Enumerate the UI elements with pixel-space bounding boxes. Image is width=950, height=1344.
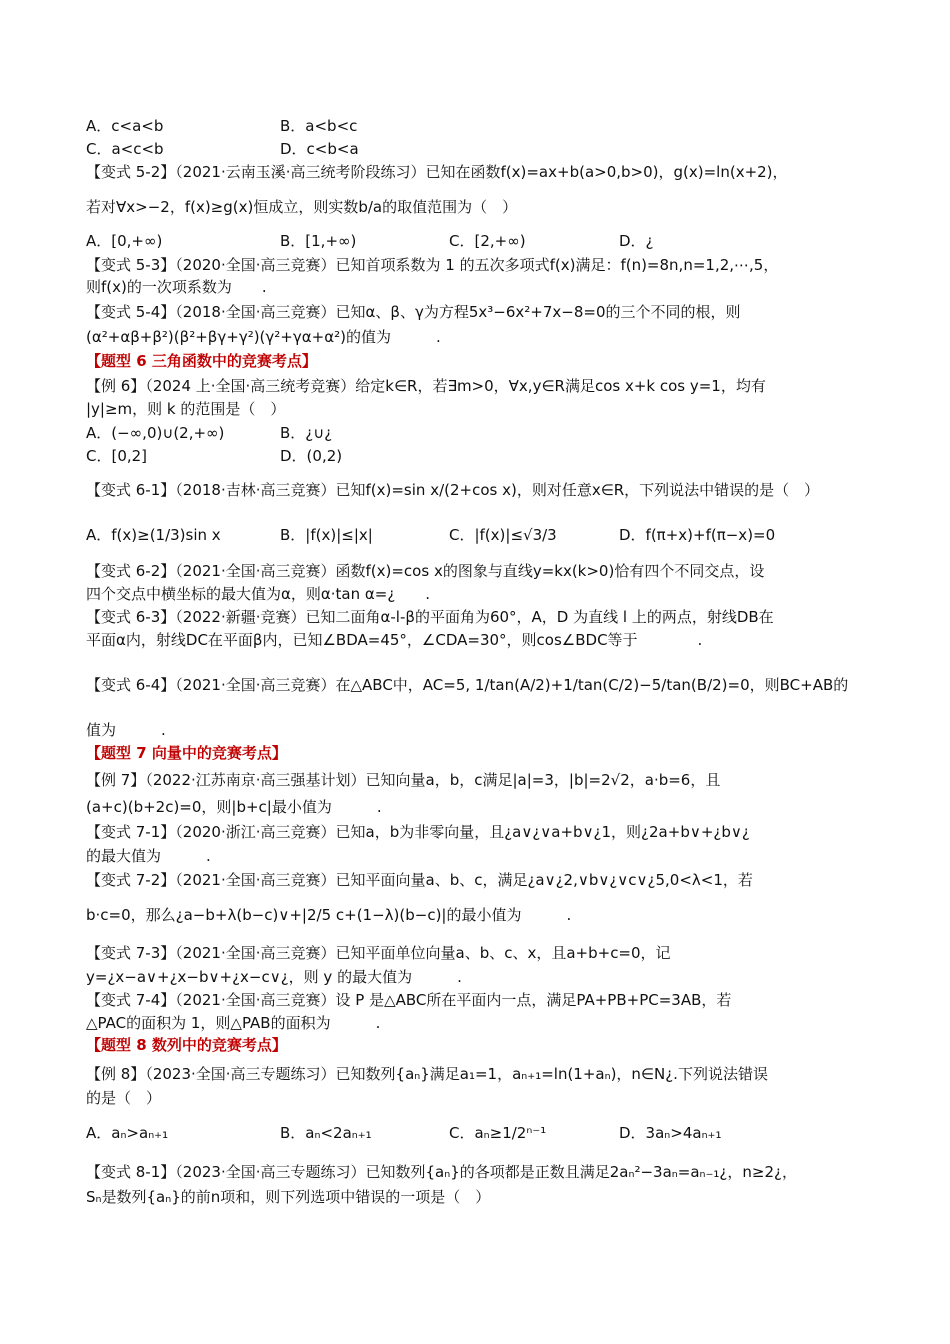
problem-text: 已知在函数f(x)=ax+b(a>0,b>0)，g(x)=ln(x+2)， bbox=[425, 163, 788, 181]
problem-6-2-line2: 四个交点中横坐标的最大值为α，则α·tan α=¿ . bbox=[86, 585, 431, 603]
problem-7-4-line2: △PAC的面积为 1，则△PAB的面积为 . bbox=[86, 1014, 381, 1032]
option-a: A．c<a<b bbox=[86, 117, 164, 135]
problem-text: 已知平面向量a、b、c，满足¿a∨¿2,∨b∨¿∨c∨¿5,0<λ<1，若 bbox=[335, 871, 753, 889]
problem-label: 【变式 7-4】 bbox=[86, 991, 176, 1009]
problem-text: 已知α、β、γ为方程5x³−6x²+7x−8=0的三个不同的根，则 bbox=[335, 303, 741, 321]
option-b: B．a<b<c bbox=[280, 117, 358, 135]
problem-5-4-line1 bbox=[86, 303, 741, 321]
option-d: D．3aₙ>4aₙ₊₁ bbox=[619, 1124, 722, 1142]
problem-7-4-line1 bbox=[86, 991, 731, 1009]
problem-label: 【例 7】 bbox=[86, 771, 146, 789]
problem-label: 【变式 6-3】 bbox=[86, 608, 176, 626]
problem-7-1-line2: 的最大值为 . bbox=[86, 847, 211, 865]
problem-label: 【变式 6-4】 bbox=[86, 676, 176, 694]
problem-5-3-line1 bbox=[86, 256, 778, 274]
problem-source: （2021·全国·高三竞赛） bbox=[175, 676, 336, 694]
problem-5-4-line2: (α²+αβ+β²)(β²+βγ+γ²)(γ²+γα+α²)的值为 . bbox=[86, 328, 441, 346]
problem-source: （2024 上·全国·高三统考竞赛） bbox=[145, 377, 356, 395]
option-a: A．(−∞,0)∪(2,+∞) bbox=[86, 424, 225, 442]
problem-text: 已知首项系数为 1 的五次多项式f(x)满足：f(n)=8n,n=1,2,⋯,5， bbox=[335, 256, 779, 274]
option-d: D．(0,2) bbox=[280, 447, 343, 465]
option-b: B．[1,+∞) bbox=[280, 232, 357, 250]
problem-label: 【变式 6-1】 bbox=[86, 481, 176, 499]
problem-source: （2021·云南玉溪·高三统考阶段练习） bbox=[175, 163, 426, 181]
problem-7-2-line2: b·c=0，那么¿a−b+λ(b−c)∨+|2/5 c+(1−λ)(b−c)|的最小值为 . bbox=[86, 906, 572, 924]
problem-5-3-line2: 则f(x)的一次项系数为 . bbox=[86, 278, 267, 296]
option-c: C．|f(x)|≤√3/3 bbox=[449, 526, 557, 544]
option-a: A．f(x)≥(1/3)sin x bbox=[86, 526, 221, 544]
problem-label: 【变式 5-2】 bbox=[86, 163, 176, 181]
section-heading-8: 【题型 8 数列中的竞赛考点】 bbox=[86, 1036, 287, 1054]
problem-source: （2021·全国·高三竞赛） bbox=[175, 871, 336, 889]
problem-source: （2021·全国·高三竞赛） bbox=[175, 991, 336, 1009]
problem-label: 【例 8】 bbox=[86, 1065, 146, 1083]
option-b: B．|f(x)|≤|x| bbox=[280, 526, 373, 544]
section-heading-6: 【题型 6 三角函数中的竞赛考点】 bbox=[86, 352, 317, 370]
problem-6-4-line2: 值为 . bbox=[86, 721, 166, 739]
section-heading-7: 【题型 7 向量中的竞赛考点】 bbox=[86, 744, 287, 762]
problem-label: 【变式 7-1】 bbox=[86, 823, 176, 841]
problem-text: 已知数列{aₙ}满足a₁=1，aₙ₊₁=ln(1+aₙ)，n∈N¿.下列说法错误 bbox=[335, 1065, 768, 1083]
problem-8-1-line1 bbox=[86, 1163, 797, 1181]
problem-text: 已知二面角α-l-β的平面角为60°，A，D 为直线 l 上的两点，射线DB在 bbox=[305, 608, 774, 626]
option-d: D．c<b<a bbox=[280, 140, 359, 158]
problem-7-2-line1 bbox=[86, 871, 753, 889]
problem-6-3-line2: 平面α内，射线DC在平面β内，已知∠BDA=45°，∠CDA=30°，则cos∠BDC等于 . bbox=[86, 631, 703, 649]
problem-text: 已知a，b为非零向量，且¿a∨¿∨a+b∨¿1，则¿2a+b∨+¿b∨¿ bbox=[335, 823, 750, 841]
problem-source: （2018·全国·高三竞赛） bbox=[175, 303, 336, 321]
option-c: C．[2,+∞) bbox=[449, 232, 526, 250]
problem-text: 已知向量a，b，c满足|a|=3，|b|=2√2，a·b=6，且 bbox=[365, 771, 721, 789]
problem-text: 在△ABC中，AC=5, 1/tan(A/2)+1/tan(C/2)−5/tan(B/2)=0，则BC+AB的 bbox=[335, 676, 849, 694]
example-8-line1 bbox=[86, 1065, 768, 1083]
problem-label: 【变式 6-2】 bbox=[86, 562, 176, 580]
problem-5-2-line2: 若对∀x>−2，f(x)≥g(x)恒成立，则实数b/a的取值范围为（ ） bbox=[86, 198, 518, 216]
problem-7-1-line1 bbox=[86, 823, 750, 841]
problem-source: （2020·全国·高三竞赛） bbox=[175, 256, 336, 274]
option-b: B．aₙ<2aₙ₊₁ bbox=[280, 1124, 372, 1142]
problem-source: （2018·吉林·高三竞赛） bbox=[175, 481, 336, 499]
problem-text: 设 P 是△ABC所在平面内一点，满足PA+PB+PC=3AB，若 bbox=[335, 991, 732, 1009]
problem-6-3-line1 bbox=[86, 608, 774, 626]
example-8-line2: 的是（ ） bbox=[86, 1089, 162, 1107]
problem-7-3-line2: y=¿x−a∨+¿x−b∨+¿x−c∨¿，则 y 的最大值为 . bbox=[86, 968, 462, 986]
example-7-line2: (a+c)(b+2c)=0，则|b+c|最小值为 . bbox=[86, 798, 382, 816]
problem-source: （2021·全国·高三竞赛） bbox=[175, 562, 336, 580]
problem-text: 已知数列{aₙ}的各项都是正数且满足2aₙ²−3aₙ=aₙ₋₁¿，n≥2¿， bbox=[365, 1163, 797, 1181]
problem-source: （2021·全国·高三竞赛） bbox=[175, 944, 336, 962]
problem-text: 已知平面单位向量a、b、c、x，且a+b+c=0，记 bbox=[335, 944, 671, 962]
problem-label: 【变式 7-2】 bbox=[86, 871, 176, 889]
option-d: D．f(π+x)+f(π−x)=0 bbox=[619, 526, 776, 544]
option-c: C．aₙ≥1/2ⁿ⁻¹ bbox=[449, 1124, 547, 1142]
problem-source: （2020·浙江·高三竞赛） bbox=[175, 823, 336, 841]
example-7-line1 bbox=[86, 771, 720, 789]
problem-source: （2022·江苏南京·高三强基计划） bbox=[145, 771, 366, 789]
problem-label: 【变式 8-1】 bbox=[86, 1163, 176, 1181]
option-c: C．a<c<b bbox=[86, 140, 164, 158]
problem-label: 【例 6】 bbox=[86, 377, 146, 395]
problem-text: 函数f(x)=cos x的图象与直线y=kx(k>0)恰有四个不同交点，设 bbox=[335, 562, 765, 580]
problem-source: （2023·全国·高三专题练习） bbox=[175, 1163, 366, 1181]
problem-5-2-line1 bbox=[86, 163, 788, 181]
option-c: C．[0,2] bbox=[86, 447, 148, 465]
option-a: A．[0,+∞) bbox=[86, 232, 163, 250]
option-b: B．¿∪¿ bbox=[280, 424, 333, 442]
problem-6-2-line1 bbox=[86, 562, 764, 580]
problem-source: （2023·全国·高三专题练习） bbox=[145, 1065, 336, 1083]
problem-6-1-line1 bbox=[86, 481, 819, 499]
problem-6-4-line1 bbox=[86, 676, 848, 694]
problem-label: 【变式 7-3】 bbox=[86, 944, 176, 962]
problem-label: 【变式 5-3】 bbox=[86, 256, 176, 274]
problem-source: （2022·新疆·竞赛） bbox=[175, 608, 306, 626]
problem-8-1-line2: Sₙ是数列{aₙ}的前n项和，则下列选项中错误的一项是（ ） bbox=[86, 1188, 491, 1206]
example-6-line1 bbox=[86, 377, 766, 395]
problem-text: 已知f(x)=sin x/(2+cos x)，则对任意x∈R，下列说法中错误的是（ ） bbox=[335, 481, 820, 499]
option-d: D．¿ bbox=[619, 232, 654, 250]
problem-label: 【变式 5-4】 bbox=[86, 303, 176, 321]
option-a: A．aₙ>aₙ₊₁ bbox=[86, 1124, 169, 1142]
example-6-line2: |y|≥m，则 k 的范围是（ ） bbox=[86, 400, 286, 418]
problem-7-3-line1 bbox=[86, 944, 671, 962]
problem-text: 给定k∈R，若∃m>0，∀x,y∈R满足cos x+k cos y=1，均有 bbox=[355, 377, 766, 395]
